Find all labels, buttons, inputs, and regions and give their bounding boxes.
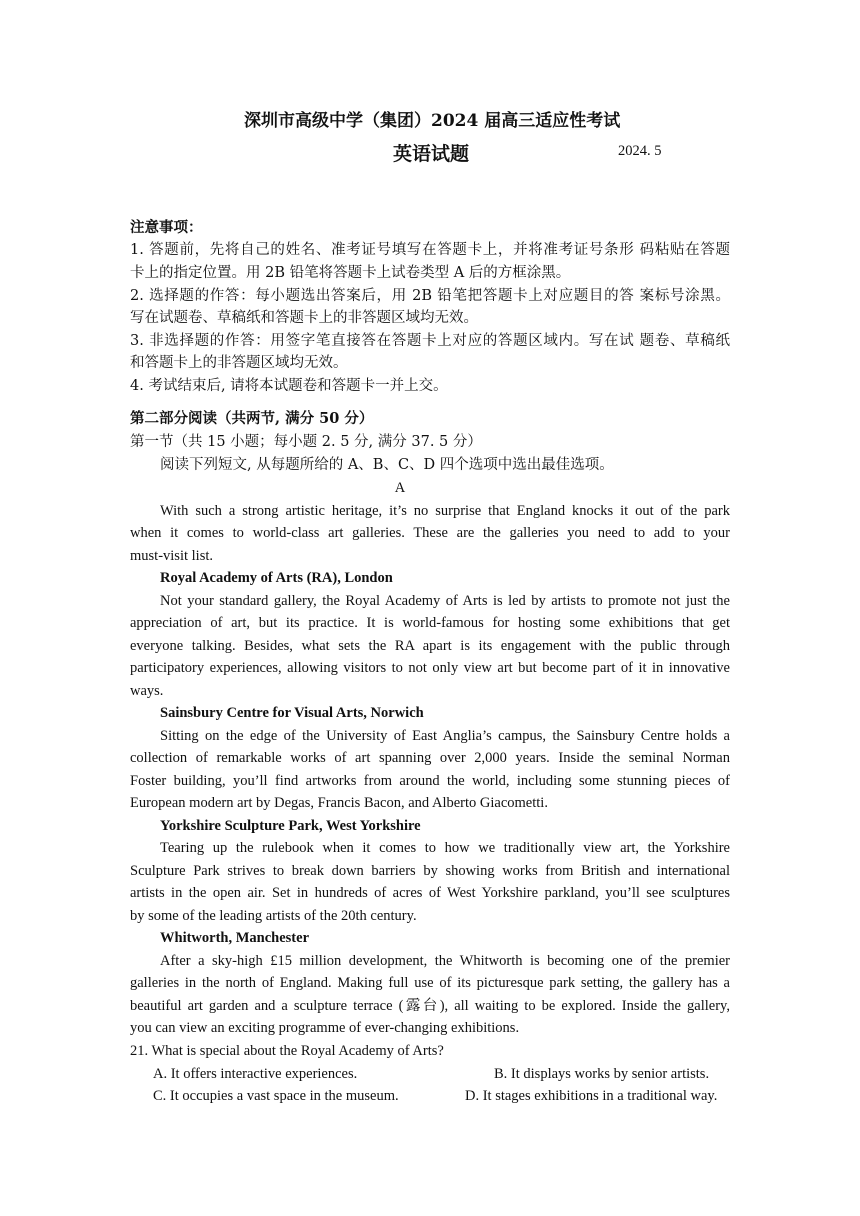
reading-instruction: 阅读下列短文, 从每题所给的 A、B、C、D 四个选项中选出最佳选项。: [160, 457, 614, 473]
passage-line: when it comes to world-class art galleries. These are the galleries you need to add to your: [130, 525, 730, 541]
passage-line: by some of the leading artists of the 20th century.: [130, 908, 417, 924]
passage-line: After a sky-high £15 million development, the Whitworth is becoming one of the premier: [160, 953, 730, 969]
gallery-heading: Royal Academy of Arts (RA), London: [160, 570, 393, 586]
notice-line: 4. 考试结束后, 请将本试题卷和答题卡一并上交。: [130, 378, 448, 394]
gallery-heading: Sainsbury Centre for Visual Arts, Norwich: [160, 705, 424, 721]
passage-line: Foster building, you’ll find artworks from around the world, including some stunning pieces of: [130, 773, 730, 789]
passage-line: galleries in the north of England. Making full use of its picturesque park setting, the gallery has a: [130, 975, 730, 991]
passage-line: you can view an exciting programme of ever-changing exhibitions.: [130, 1020, 520, 1036]
passage-line: European modern art by Degas, Francis Bacon, and Alberto Giacometti.: [130, 795, 548, 811]
notice-line: 和答题卡上的非答题区域均无效。: [130, 355, 348, 371]
notice-line: 2. 选择题的作答：每小题选出答案后，用 2B 铅笔把答题卡上对应题目的答 案标号涂黑。: [130, 288, 730, 304]
notice-line: 卡上的指定位置。用 2B 铅笔将答题卡上试卷类型 A 后的方框涂黑。: [130, 265, 571, 281]
exam-subject: 英语试题: [393, 143, 470, 165]
exam-title: 深圳市高级中学（集团）2024 届高三适应性考试: [244, 111, 621, 131]
part-heading: 第二部分阅读（共两节, 满分 50 分）: [130, 410, 374, 427]
passage-letter: A: [394, 480, 406, 496]
passage-line: Tearing up the rulebook when it comes to how we traditionally view art, the Yorkshire: [160, 840, 730, 856]
option-c: C. It occupies a vast space in the museum.: [153, 1088, 399, 1104]
option-b: B. It displays works by senior artists.: [494, 1066, 710, 1082]
passage-line: everyone talking. Besides, what sets the RA apart is its engagement with the public through: [130, 638, 730, 654]
passage-line: ways.: [130, 683, 164, 699]
option-d: D. It stages exhibitions in a traditional way.: [465, 1088, 718, 1104]
passage-line: participatory experiences, allowing visitors to not only view art but become part of it in innovative: [130, 660, 730, 676]
option-a: A. It offers interactive experiences.: [153, 1066, 358, 1082]
passage-line: must-visit list.: [130, 548, 213, 564]
passage-line: Sitting on the edge of the University of East Anglia’s campus, the Sainsbury Centre holds a: [160, 728, 730, 744]
notice-heading: 注意事项：: [130, 219, 203, 236]
passage-line: beautiful art garden and a sculpture terrace (露台), all waiting to be explored. Inside the gallery,: [130, 998, 730, 1014]
notice-line: 1. 答题前，先将自己的姓名、准考证号填写在答题卡上，并将准考证号条形 码粘贴在答题: [130, 242, 730, 258]
passage-line: collection of remarkable works of art spanning over 2,000 years. Inside the seminal Norman: [130, 750, 730, 766]
passage-line: Sculpture Park strives to break down barriers by showing works from British and international: [130, 863, 730, 879]
notice-line: 3. 非选择题的作答：用签字笔直接答在答题卡上对应的答题区域内。写在试 题卷、草稿纸: [130, 333, 730, 349]
gallery-heading: Yorkshire Sculpture Park, West Yorkshire: [160, 818, 421, 834]
gallery-heading: Whitworth, Manchester: [160, 930, 310, 946]
passage-line: With such a strong artistic heritage, it’s no surprise that England knocks it out of the park: [160, 503, 730, 519]
section-heading: 第一节（共 15 小题；每小题 2. 5 分, 满分 37. 5 分）: [130, 434, 482, 450]
passage-line: artists in the open air. Set in hundreds of acres of West Yorkshire parkland, you’ll see sculptures: [130, 885, 730, 901]
question-stem: 21. What is special about the Royal Academy of Arts?: [130, 1043, 444, 1059]
passage-line: appreciation of art, but its practice. It is world-famous for hosting some exhibitions that get: [130, 615, 730, 631]
notice-line: 写在试题卷、草稿纸和答题卡上的非答题区域均无效。: [130, 310, 478, 326]
exam-date: 2024. 5: [618, 143, 662, 159]
passage-line: Not your standard gallery, the Royal Academy of Arts is led by artists to promote not just the: [160, 593, 730, 609]
